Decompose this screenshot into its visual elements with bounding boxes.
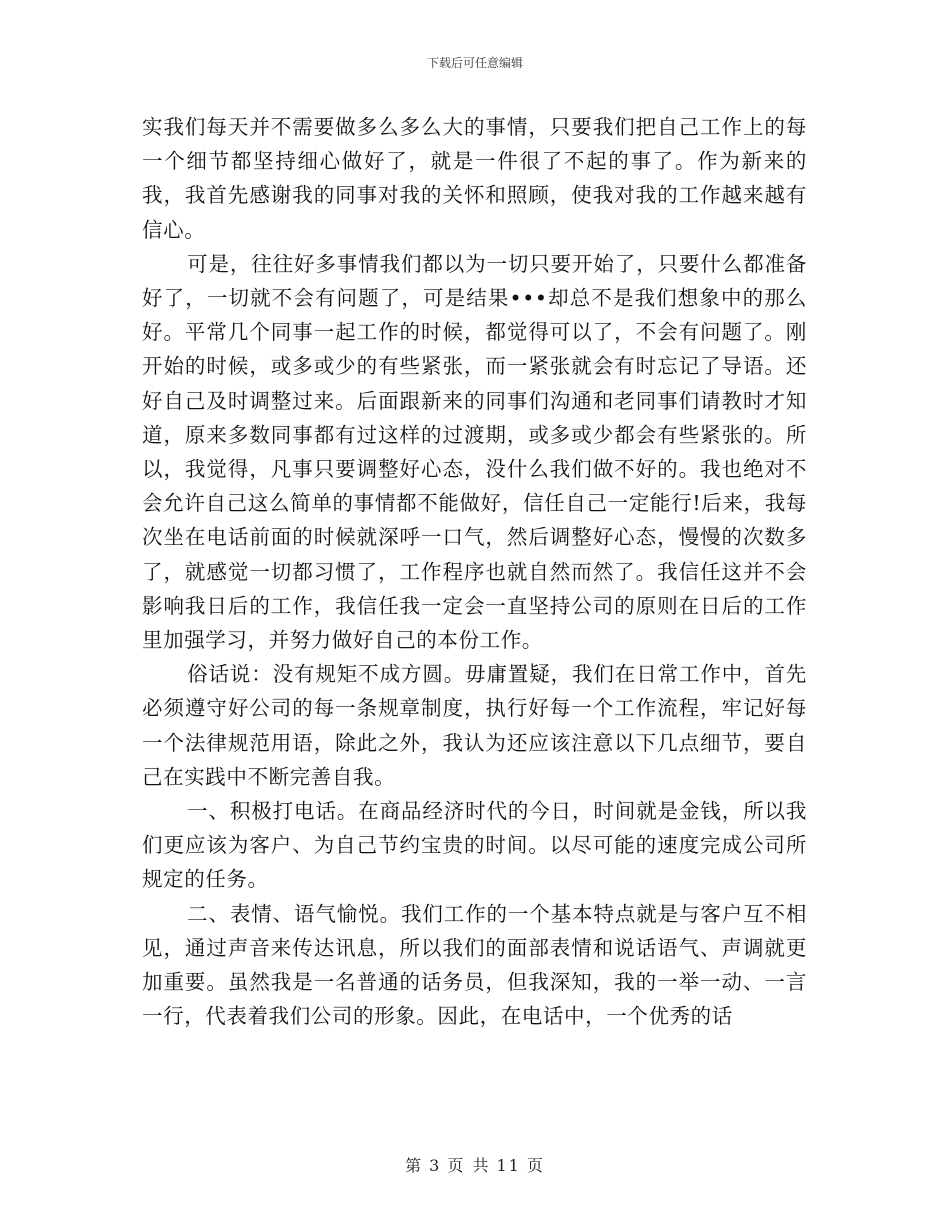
footer-total-pages: 11	[496, 1156, 521, 1175]
footer-current-page: 3	[429, 1156, 442, 1175]
document-body	[142, 110, 807, 1033]
paragraph-rules: 俗话说：没有规矩不成方圆。毋庸置疑，我们在日常工作中，首先必须遵守好公司的每一条规章制度，执行好每一个工作流程，牢记好每一个法律规范用语，除此之外，我认为还应该注意以下几点细节，要自己在实践中不断完善自我。	[142, 662, 807, 789]
footer-prefix: 第	[405, 1156, 424, 1175]
paragraph-continuation: 实我们每天并不需要做多么多么大的事情，只要我们把自己工作上的每一个细节都坚持细心做好了，就是一件很了不起的事了。作为新来的我，我首先感谢我的同事对我的关怀和照顾，使我对我的工作越来越有信心。	[142, 115, 807, 242]
footer-middle: 页 共	[447, 1156, 491, 1175]
paragraph-point-one: 一、积极打电话。在商品经济时代的今日，时间就是金钱，所以我们更应该为客户、为自己节约宝贵的时间。以尽可能的速度完成公司所规定的任务。	[142, 799, 807, 892]
page-footer	[0, 1153, 950, 1176]
header-note: 下载后可任意编辑	[426, 56, 523, 70]
paragraph-mindset: 可是，往往好多事情我们都以为一切只要开始了，只要什么都准备好了，一切就不会有问题了，可是结果•••却总不是我们想象中的那么好。平常几个同事一起工作的时候，都觉得可以了，不会有问题了。刚开始的时候，或多或少的有些紧张，而一紧张就会有时忘记了导语。还好自己及时调整过来。后面跟新来的同事们沟通和老同事们请教时才知道，原来多数同事都有过这样的过渡期，或多或少都会有些紧张的。所以，我觉得，凡事只要调整好心态，没什么我们做不好的。我也绝对不会允许自己这么简单的事情都不能做好，信任自己一定能行!后来，我每次坐在电话前面的时候就深呼一口气，然后调整好心态，慢慢的次数多了，就感觉一切都习惯了，工作程序也就自然而然了。我信任这并不会影响我日后的工作，我信任我一定会一直坚持公司的原则在日后的工作里加强学习，并努力做好自己的本份工作。	[142, 251, 807, 653]
footer-suffix: 页	[526, 1156, 545, 1175]
paragraph-point-two: 二、表情、语气愉悦。我们工作的一个基本特点就是与客户互不相见，通过声音来传达讯息，所以我们的面部表情和说话语气、声调就更加重要。虽然我是一名普通的话务员，但我深知，我的一举一动、一言一行，代表着我们公司的形象。因此，在电话中，一个优秀的话	[142, 901, 807, 1029]
